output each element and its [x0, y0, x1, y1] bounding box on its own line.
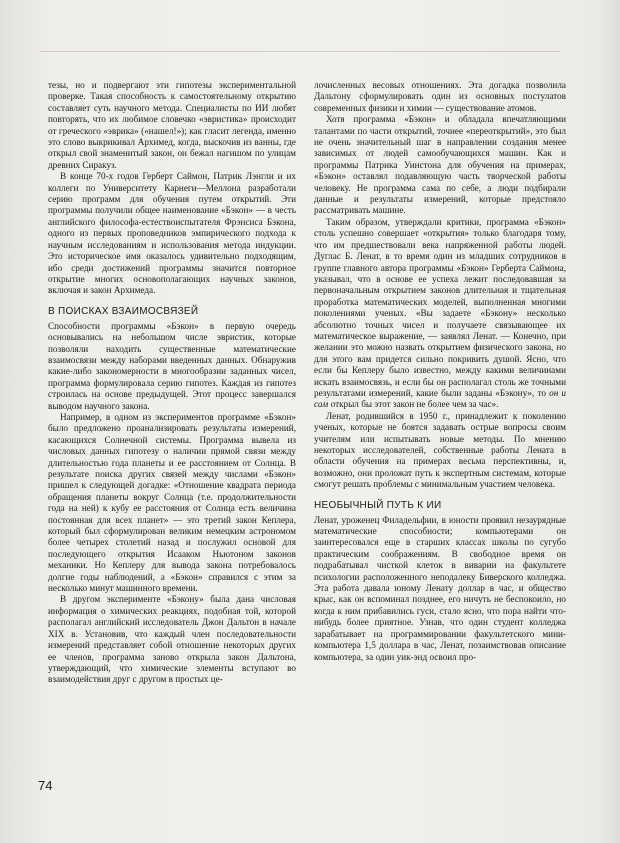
- paragraph: Например, в одном из экспериментов программе «Бэкон» было предложено проанализировать результаты измерений, касающихся Солнечной системы. Программа вывела из числовых данных гипотезу о наличии прямой связи между длительностью года планеты и ее расстоянием от Солнца. В результате поиска других связей между числами «Бэкон» пришел к следующей догадке: «Отношение квадрата периода обращения планеты вокруг Солнца (т.е. продолжительности года на ней) к кубу ее расстояния от Солнца есть величина постоянная для всех планет» — это третий закон Кеплера, который был сформулирован великим немецким астрономом более четырех столетий назад и послужил основой для последующего открытия Исааком Ньютоном законов механики. Но Кеплеру для вывода закона потребовалось долгие годы наблюдений, а «Бэкон» справился с этим за несколько минут машинного времени.: [48, 411, 296, 594]
- paragraph: Хотя программа «Бэкон» и обладала впечатляющими талантами по части открытий, точнее «переоткрытий», это был не очень значительный шаг в направлении создания менее зависимых от людей самообучающихся машин. Как и программы Патрика Уинстона для обучения на примерах, «Бэкон» оставлял подавляющую часть творческой работы человеку. Не программа сама по себе, а люди подбирали данные и результаты измерений, которые предстояло рассматривать машине.: [314, 114, 566, 216]
- section-heading: В ПОИСКАХ ВЗАИМОСВЯЗЕЙ: [48, 305, 199, 317]
- paragraph: лочисленных весовых отношениях. Эта догадка позволила Дальтону сформулировать один из основных постулатов современных физики и химии — существование атомов.: [314, 80, 566, 113]
- page-edge-shadow: [598, 0, 620, 843]
- italic-emphasis: он и сам: [314, 387, 567, 410]
- paragraph: Ленат, уроженец Филадельфии, в юности проявил незаурядные математические способности; компьютерами он заинтересовался еще в старших классах школы по сугубо практическим соображениям. В свободное время он подрабатывал чисткой клеток в виварии на факультете психологии расположенного неподалеку Биверского колледжа. Эта работа давала юному Ленату доллар в час, и общество крыс, как он вспоминал позднее, его ничуть не беспокоило, но когда к ним прибавились гуси, стало ясно, что пора найти что-нибудь более приятное. Узнав, что один студент колледжа зарабатывает на программировании факультетского мини-компьютера 1,5 доллара в час, Ленат, позаимствовав описание компьютера, за один уик-энд освоил про-: [314, 514, 566, 662]
- paragraph: В другом эксперименте «Бэкону» была дана числовая информация о химических реакциях, подобная той, которой располагал английский исследователь Джон Дальтон в начале XIX в. Установив, что каждый член последовательности измерений представляет собой отношение некоторых других ее членов, программа заново открыла закон Дальтона, утверждающий, что химические элементы вступают во взаимодействия друг с другом в простых це-: [48, 594, 296, 685]
- paragraph: Способности программы «Бэкон» в первую очередь основывались на небольшом числе эвристик, которые позволяли находить существенные математические взаимосвязи между наборами введенных данных. Обнаружив какие-либо закономерности в многообразии заданных чисел, программа формулировала серию гипотез. Каждая из гипотез строилась на основе предыдущей. Этот процесс завершался выводом научного закона.: [48, 320, 296, 411]
- paragraph: тезы, но и подвергают эти гипотезы экспериментальной проверке. Такая способность к самостоятельному открытию составляет суть научного метода. Специалисты по ИИ любят повторять, что их любимое словечко «эвристика» происходит от греческого «эврика» («нашел!»); как гласит легенда, именно это слово выкрикивал Архимед, когда, выскочив из ванны, где открыл свой знаменитый закон, он бежал нагишом по улицам древних Сиракуз.: [48, 80, 296, 170]
- paragraph: [314, 217, 566, 411]
- top-rule: [40, 51, 560, 52]
- paragraph: Ленат, родившийся в 1950 г., принадлежит к поколению ученых, которые не боятся задавать острые вопросы своим учителям или испытывать новые методы. По мнению некоторых исследователей, собственные работы Лената в области обучения на примерах весьма перспективны, и, возможно, они проложат путь к экспертным системам, которые смогут решать проблемы с минимальным участием человека.: [314, 410, 566, 490]
- paragraph-text: Таким образом, утверждали критики, программа «Бэкон» столь успешно совершает «открытия» только благодаря тому, что им предшествовали века напряженной работы людей. Дуглас Б. Ленат, в то время один из младших сотрудников в группе главного автора программы «Бэкон» Герберта Саймона, указывал, что в основе ее успеха лежит последовавшая за первоначальным открытием законов длительная и тщательная проработка математических моделей, выполненная многими поколениями ученых. «Вы задаете «Бэкону» несколько абсолютно точных чисел и получаете связывающее их математическое выражение, — заявлял Ленат. — Конечно, при желании это можно назвать открытием физического закона, но для этого вам придется сильно покривить душой. Ясно, что если бы Кеплеру было известно, между какими величинами искать взаимосвязь, и если бы он располагал столь же точными результатами измерений, какие были заданы «Бэкону», то: [314, 216, 566, 398]
- page-number: 74: [38, 778, 53, 793]
- paragraph: В конце 70-х годов Герберт Саймон, Патрик Лэнгли и их коллеги по Университету Карнеги—Меллона разработали серию программ для обучения путем открытий. Эти программы получили общее наименование «Бэкон» — в честь английского философа-естествоиспытателя Фрэнсиса Бэкона, одного из первых проповедников эмпирического подхода к научным исследованиям и использования метода индукции. Это историческое имя оказалось удивительно подходящим, ибо среди достижений программы значится повторное открытие многих основополагающих научных законов, включая и закон Архимеда.: [48, 171, 296, 296]
- right-column: [314, 80, 566, 663]
- left-column: [48, 80, 296, 686]
- paragraph-text: открыл бы этот закон не более чем за час».: [330, 399, 499, 410]
- section-heading: НЕОБЫЧНЫЙ ПУТЬ К ИИ: [314, 499, 442, 511]
